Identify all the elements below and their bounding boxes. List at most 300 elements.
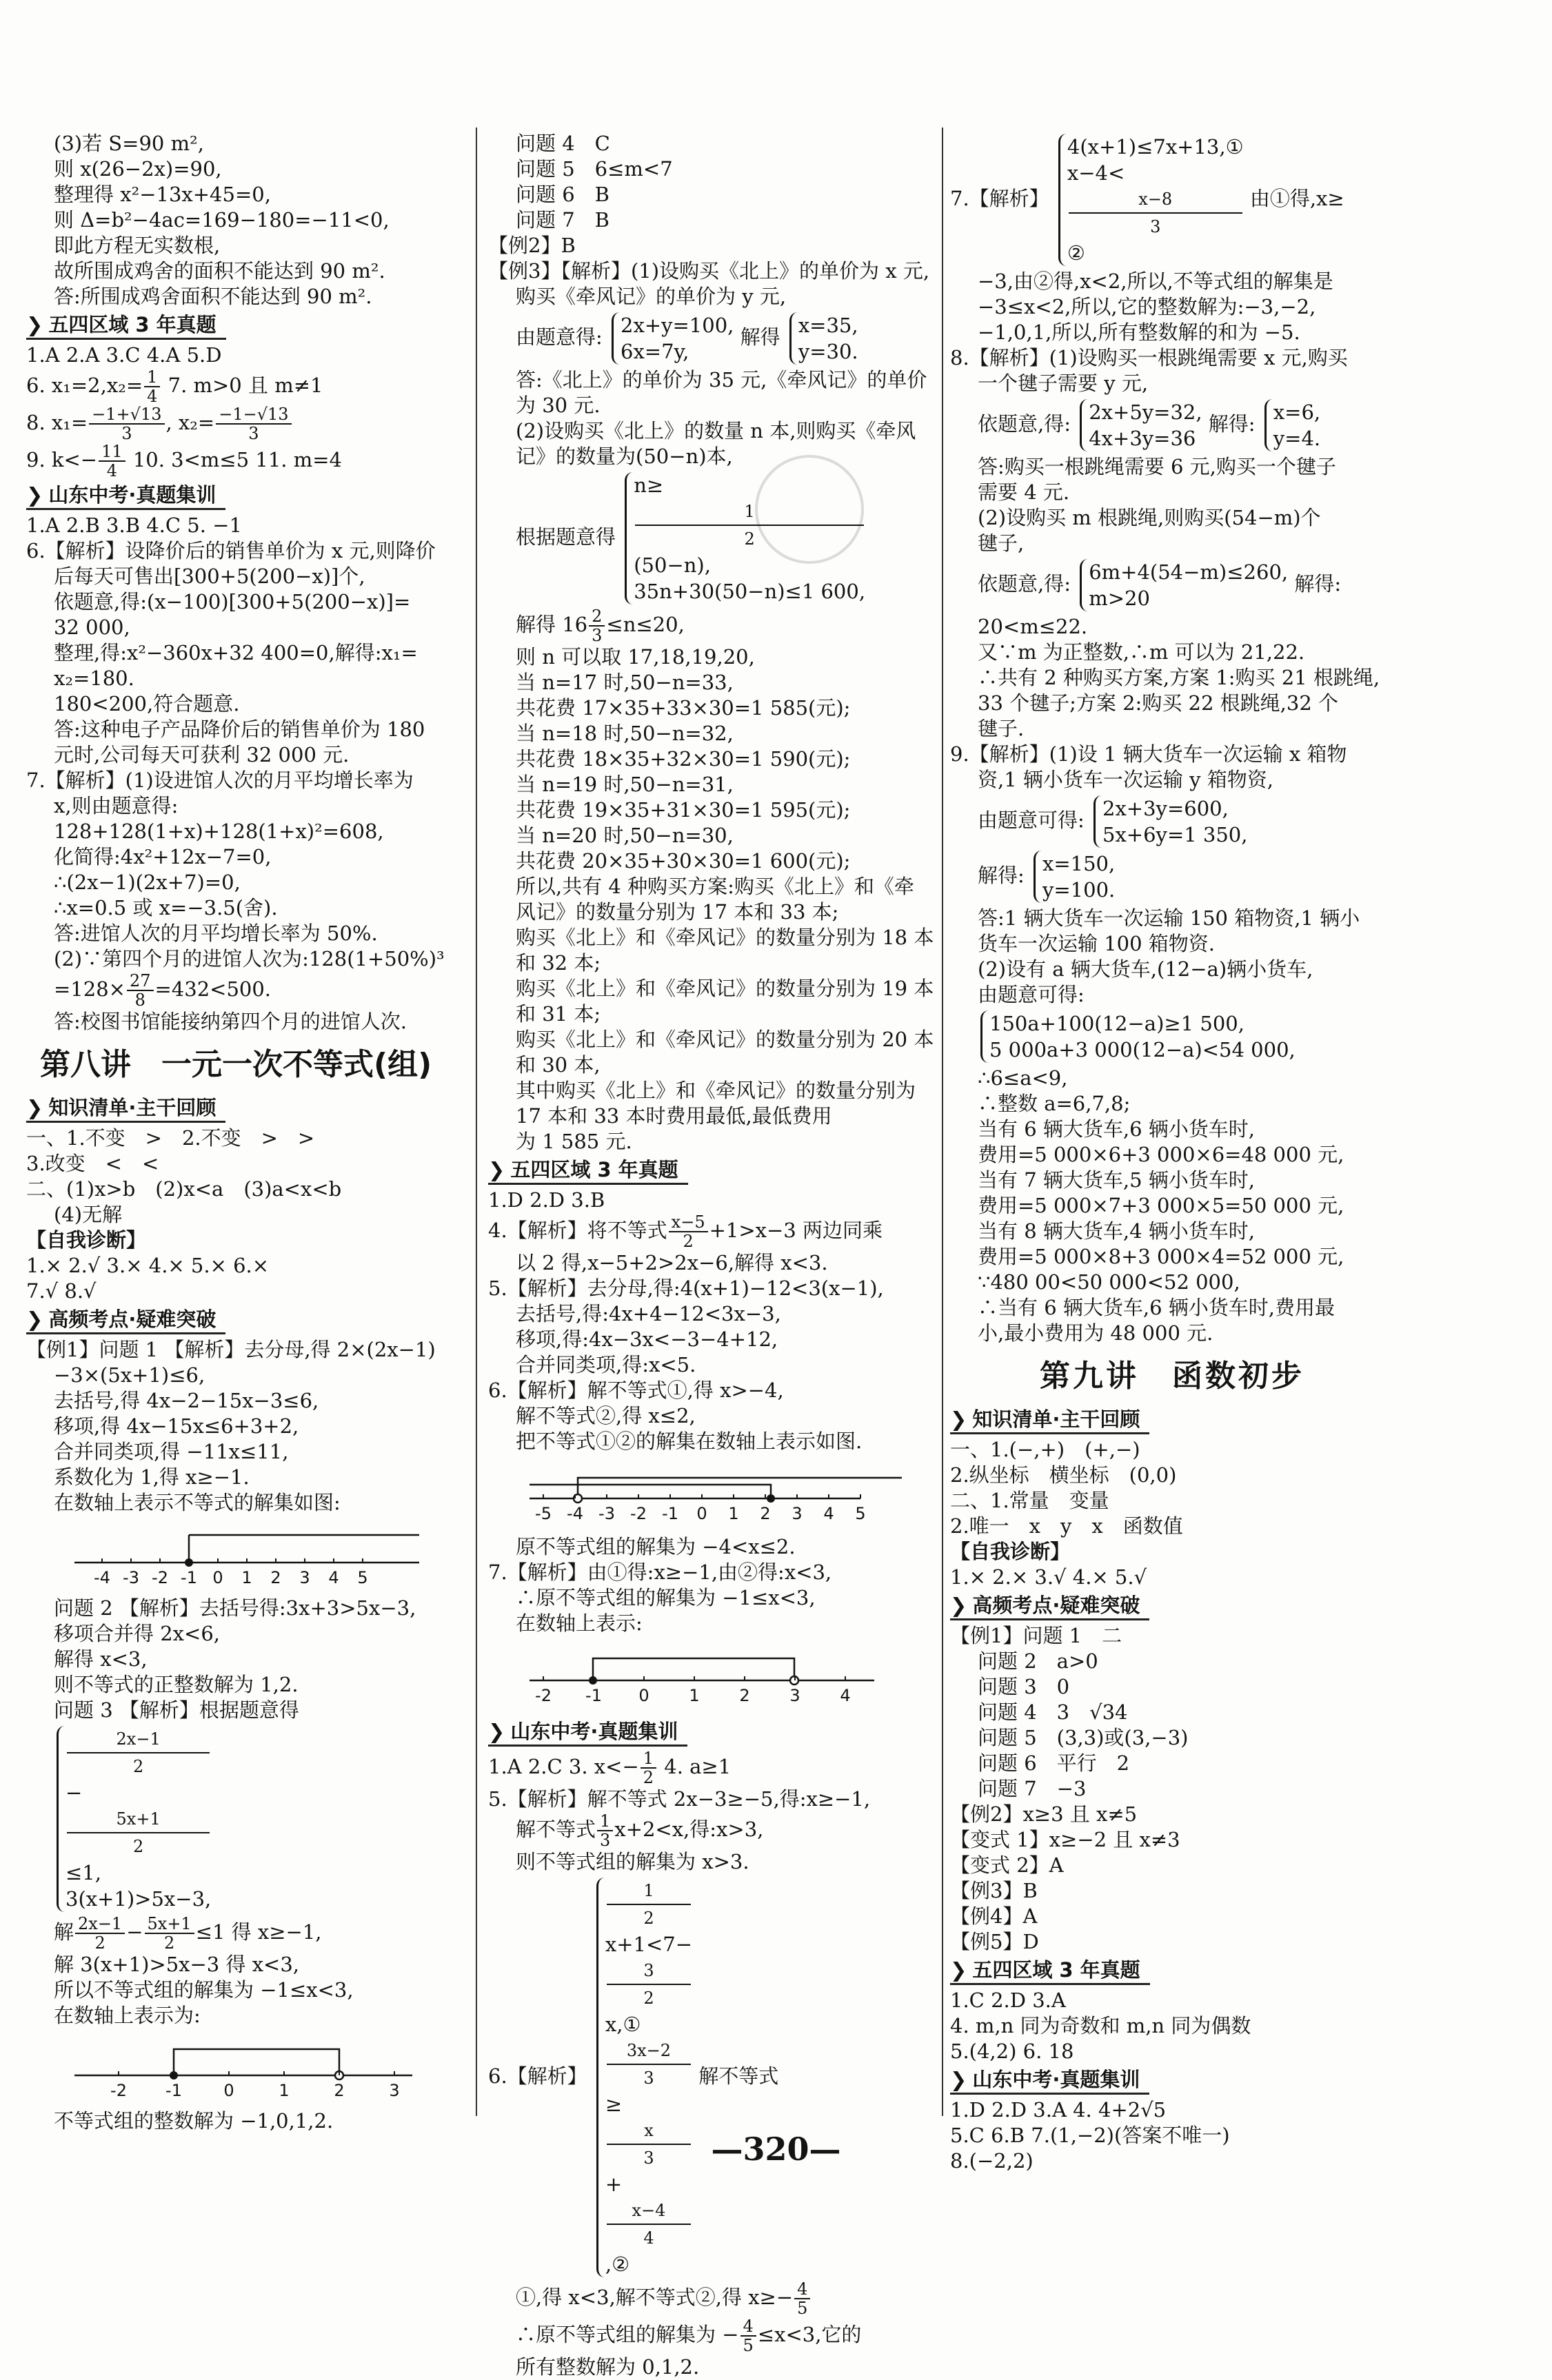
text-line: 在数轴上表示: xyxy=(516,1611,643,1635)
text-line: 移项,得 4x−15x≤6+3+2, xyxy=(54,1414,299,1438)
numerator: 3 xyxy=(607,1957,691,1985)
tick-label: 0 xyxy=(696,1504,707,1523)
column-divider-2 xyxy=(942,128,943,2116)
answer-line: 二、1.常量 变量 xyxy=(950,1489,1109,1512)
numerator: 27 xyxy=(127,972,154,991)
answer-line: 【变式 2】A xyxy=(950,1853,1064,1877)
tick-label: 0 xyxy=(212,1568,223,1587)
text-line: 则不等式组的解集为 x>3. xyxy=(516,1850,749,1873)
equation-line xyxy=(488,312,938,365)
system-brace xyxy=(57,1726,211,1912)
text-line: ∴x=0.5 或 x=−3.5(舍). xyxy=(54,896,278,919)
text-line: 费用=5 000×7+3 000×5=50 000 元, xyxy=(978,1194,1344,1217)
answer-line: 【例3】B xyxy=(950,1879,1038,1902)
tick-label: 3 xyxy=(299,1568,310,1587)
text-line: 整理,得:x²−360x+32 400=0,解得:x₁= xyxy=(54,641,418,664)
solution-bracket-2 xyxy=(530,1485,771,1498)
numerator: 1 xyxy=(144,368,160,387)
text: 由题意可得: xyxy=(978,808,1085,832)
denominator: 2 xyxy=(132,1837,144,1856)
text-line: 整理得 x²−13x+45=0, xyxy=(54,183,271,206)
text-line: 移项合并得 2x<6, xyxy=(54,1622,220,1645)
text-line: ∴原不等式组的解集为 −1≤x<3, xyxy=(516,1586,816,1609)
text-line: 则 Δ=b²−4ac=169−180=−11<0, xyxy=(54,208,390,232)
answer-line: 问题 7 −3 xyxy=(978,1777,1087,1800)
text-line: ∴6≤a<9, xyxy=(978,1066,1068,1090)
tick-label: -5 xyxy=(535,1504,552,1523)
text-line: 解得 x<3, xyxy=(54,1647,148,1671)
system-line: x=6, xyxy=(1273,400,1321,424)
fraction xyxy=(607,1878,691,1931)
system-line: x=35, xyxy=(798,314,858,337)
fraction xyxy=(144,368,160,405)
fraction xyxy=(635,498,864,552)
chevron-icon: ❯ xyxy=(26,1308,43,1331)
text-line: 所有整数解为 0,1,2. xyxy=(516,2355,700,2379)
system-line: 2x+3y=600, xyxy=(1102,797,1229,820)
tick-label: -1 xyxy=(585,1686,602,1705)
text-line: 又∵m 为正整数,∴m 可以为 21,22. xyxy=(978,640,1305,664)
numerator: 11 xyxy=(99,443,125,462)
tick-label: -3 xyxy=(598,1504,615,1523)
system-brace xyxy=(1034,851,1115,903)
column-2 xyxy=(488,131,938,2380)
text: x−4< xyxy=(1067,161,1125,185)
answer-line: 问题 4 3 √34 xyxy=(978,1700,1128,1724)
system-line xyxy=(605,1878,692,2037)
text-line xyxy=(488,1213,938,1250)
text: x+1<7− xyxy=(605,1933,693,1956)
section-heading-gaopin xyxy=(950,1593,1149,1620)
text: 解不等式 xyxy=(516,1818,596,1841)
text-line: 在数轴上表示为: xyxy=(54,2004,201,2027)
tick-label: -4 xyxy=(567,1504,583,1523)
text-line: 则 x(26−2x)=90, xyxy=(54,157,222,181)
text-line: 风记》的数量分别为 17 本和 33 本; xyxy=(516,900,839,924)
text: 1.A 2.C 3. x<− xyxy=(488,1755,639,1778)
text-line: 答:《北上》的单价为 35 元,《牵风记》的单价 xyxy=(516,368,927,391)
tick-label: 4 xyxy=(328,1568,339,1587)
fraction xyxy=(127,972,154,1009)
number-line-2 xyxy=(488,1460,938,1529)
answer-line: 【例4】A xyxy=(950,1904,1038,1928)
fraction xyxy=(607,1957,691,2011)
text-line: 毽子, xyxy=(978,531,1025,555)
text-line: 共花费 18×35+32×30=1 590(元); xyxy=(516,747,851,771)
text-line: 费用=5 000×6+3 000×6=48 000 元, xyxy=(978,1143,1344,1166)
text-line: 其中购买《北上》和《牵风记》的数量分别为 xyxy=(516,1079,916,1102)
section-title: 高频考点·疑难突破 xyxy=(48,1308,216,1331)
denominator: 2 xyxy=(94,1933,105,1952)
system-brace xyxy=(1094,795,1247,848)
text-line: 解 $\frac{2x-1}{2}$ − $\frac{5x+1}{2}$ ≤1 得 x≥−1, xyxy=(54,1915,322,1952)
answer-line: 1.A 2.A 3.C 4.A 5.D xyxy=(26,343,222,367)
answer-line: 1.C 2.D 3.A xyxy=(950,1989,1066,2012)
denominator: 3 xyxy=(1150,217,1161,236)
tick-label: 2 xyxy=(270,1568,281,1587)
section-heading-shandong xyxy=(488,1719,687,1747)
text-line: ∴(2x−1)(2x+7)=0, xyxy=(54,871,241,894)
section-heading-shandong xyxy=(26,482,225,510)
section-heading-wusi xyxy=(488,1157,688,1185)
denominator: 2 xyxy=(683,1232,694,1250)
text-line: 20<m≤22. xyxy=(978,615,1088,638)
tick-label: 5 xyxy=(357,1568,368,1587)
answer-line: 2.唯一 x y x 函数值 xyxy=(950,1514,1183,1538)
text-line xyxy=(488,607,938,644)
system-line: 150a+100(12−a)≥1 500, xyxy=(989,1012,1244,1035)
text: ①,得 x<3,解不等式②,得 x≥− xyxy=(516,2286,794,2309)
text-line: 为 1 585 元. xyxy=(516,1130,632,1153)
answer-line: 5.(4,2) 6. 18 xyxy=(950,2040,1074,2063)
text-line: ∵480 00<50 000<52 000, xyxy=(978,1270,1240,1294)
text-line: 货车一次运输 100 箱物资. xyxy=(978,932,1216,955)
denominator: 5 xyxy=(797,2299,808,2317)
numerator: −1+√13 xyxy=(89,405,164,425)
fraction xyxy=(607,2197,691,2251)
text: ≥ xyxy=(605,2093,623,2116)
text-line: 共花费 20×35+30×30=1 600(元); xyxy=(516,849,851,873)
text: 由题意得: xyxy=(516,325,603,349)
text: 8. x₁= xyxy=(26,411,88,434)
fraction xyxy=(216,405,291,443)
text-line: 系数化为 1,得 x≥−1. xyxy=(54,1465,250,1489)
section-heading-zhishi xyxy=(950,1407,1149,1434)
system-brace xyxy=(625,472,865,604)
tick-label: -1 xyxy=(662,1504,678,1523)
text-line: (2)设有 a 辆大货车,(12−a)辆小货车, xyxy=(978,957,1313,981)
tick-label: -1 xyxy=(181,1568,197,1587)
answer-line: 问题 4 C xyxy=(516,132,610,155)
text-line: 元时,公司每天可获利 32 000 元. xyxy=(54,743,350,766)
fraction xyxy=(669,1213,708,1250)
text-line: 化简得:4x²+12x−7=0, xyxy=(54,845,272,868)
fraction xyxy=(607,2037,691,2091)
system-line: y=30. xyxy=(798,340,858,363)
tick-label: -2 xyxy=(630,1504,647,1523)
answer-line: 1.D 2.D 3.A 4. 4+2√5 xyxy=(950,2098,1167,2122)
system-brace xyxy=(789,312,858,365)
text-line xyxy=(488,2317,938,2354)
fraction xyxy=(740,2317,756,2354)
text: 由①得,x≥ xyxy=(1249,187,1344,210)
fraction xyxy=(75,1915,125,1952)
section-title: 五四区域 3 年真题 xyxy=(48,313,216,336)
answer-line: 5.C 6.B 7.(1,−2)(答案不唯一) xyxy=(950,2124,1230,2147)
denominator: 2 xyxy=(643,1989,654,2008)
text-line: 购买《牵风记》的单价为 y 元, xyxy=(516,285,787,308)
chapter-title-9: 第九讲 函数初步 xyxy=(1040,1359,1304,1394)
answer-line: 问题 2 a>0 xyxy=(978,1649,1098,1673)
text-line: 33 个毽子;方案 2:购买 22 根跳绳,32 个 xyxy=(978,691,1339,715)
text-line xyxy=(488,2280,938,2317)
system-line: 2x−1 2 − 5x+1 2 ≤1, xyxy=(65,1726,211,1886)
system-brace xyxy=(1058,134,1244,266)
answer-line: 【例5】D xyxy=(950,1930,1039,1953)
denominator: 3 xyxy=(643,2068,654,2088)
text: ≤1, xyxy=(65,1861,101,1884)
system-line: 5x+6y=1 350, xyxy=(1102,823,1248,846)
answer-line: 1.× 2.√ 3.× 4.× 5.× 6.× xyxy=(26,1254,270,1277)
text-line: 所以,共有 4 种购买方案:购买《北上》和《牵 xyxy=(516,875,914,898)
number-line-1 xyxy=(26,1521,467,1590)
text: x+2<x,得:x>3, xyxy=(614,1818,764,1841)
text-line: 不等式组的整数解为 −1,0,1,2. xyxy=(54,2109,334,2133)
fraction xyxy=(99,443,125,480)
text-line: x₂=180. xyxy=(54,667,134,690)
number-line-1-svg xyxy=(26,1521,440,1590)
numerator: 5x+1 xyxy=(67,1806,210,1833)
text-line: 购买《北上》和《牵风记》的数量分别为 18 本 xyxy=(516,926,934,949)
answer-line xyxy=(26,405,467,443)
text-line: ∴共有 2 种购买方案,方案 1:购买 21 根跳绳, xyxy=(978,666,1380,689)
text: ∴原不等式组的解集为 − xyxy=(516,2323,739,2346)
text-line xyxy=(26,972,467,1009)
answer-line: 2.纵坐标 横坐标 (0,0) xyxy=(950,1463,1177,1487)
system-brace xyxy=(980,1010,1296,1063)
tick-label: 4 xyxy=(840,1686,851,1705)
text-line: x,则由题意得: xyxy=(54,794,179,817)
number-line-3-svg xyxy=(488,1642,916,1711)
text-line: 7.【解析】(1)设进馆人次的月平均增长率为 xyxy=(26,769,414,792)
numerator: x−8 xyxy=(1069,186,1242,214)
text-line: 答:所围成鸡舍面积不能达到 90 m². xyxy=(54,285,372,308)
fraction xyxy=(641,1749,656,1787)
text: ② xyxy=(1067,241,1085,265)
text-line: (2)设购买《北上》的数量 n 本,则购买《牵风 xyxy=(516,419,916,443)
answer-line: 问题 7 B xyxy=(516,208,609,232)
equation-line xyxy=(488,472,938,604)
text: 4.【解析】将不等式 xyxy=(488,1219,667,1242)
section-title: 知识清单·主干回顾 xyxy=(48,1096,216,1119)
answer-line: 1.A 2.B 3.B 4.C 5. −1 xyxy=(26,513,242,537)
answer-line: 一、1.(−,+) (+,−) xyxy=(950,1438,1140,1461)
equation-line xyxy=(950,1010,1398,1063)
text-line: (2)∵第四个月的进馆人次为:128(1+50%)³ xyxy=(54,947,445,970)
text-line: 共花费 17×35+33×30=1 585(元); xyxy=(516,696,851,720)
text-line: 答:进馆人次的月平均增长率为 50%. xyxy=(54,922,378,945)
text-line: 去括号,得 4x−2−15x−3≤6, xyxy=(54,1389,319,1412)
tick-label: 1 xyxy=(279,2081,290,2100)
denominator: 2 xyxy=(744,529,755,549)
text-line: 在数轴上表示不等式的解集如图: xyxy=(54,1491,341,1514)
text: , x₂= xyxy=(165,411,215,434)
fraction xyxy=(67,1806,210,1860)
text: 9. k<− xyxy=(26,448,98,471)
equation-line xyxy=(950,134,1398,266)
section-title: 山东中考·真题集训 xyxy=(48,483,216,507)
text-line: 8.【解析】(1)设购买一根跳绳需要 x 元,购买 xyxy=(950,346,1348,369)
denominator: 2 xyxy=(132,1757,144,1776)
text-line: −1,0,1,所以,所有整数解的和为 −5. xyxy=(978,321,1300,344)
text-line: ∴当有 6 辆大货车,6 辆小货车时,费用最 xyxy=(978,1296,1335,1319)
denominator: 3 xyxy=(600,1831,611,1849)
numerator: 1 xyxy=(607,1878,691,1905)
solution-bracket xyxy=(174,2049,339,2075)
text-line: 购买《北上》和《牵风记》的数量分别为 19 本 xyxy=(516,977,934,1000)
number-line-4-svg xyxy=(26,2034,440,2103)
section-heading-wusi xyxy=(26,312,226,340)
numerator: 4 xyxy=(740,2317,756,2337)
closed-point xyxy=(767,1494,775,1503)
fraction xyxy=(89,405,164,443)
numerator: x xyxy=(607,2117,691,2145)
text-line: −3≤x<2,所以,它的整数解为:−3,−2, xyxy=(978,295,1316,318)
chevron-icon: ❯ xyxy=(26,313,43,336)
text-line: 购买《北上》和《牵风记》的数量分别为 20 本 xyxy=(516,1028,934,1051)
answer-line: 【例2】B xyxy=(488,234,576,257)
system-line: x=150, xyxy=(1042,852,1116,875)
text-line: 需要 4 元. xyxy=(978,480,1070,504)
text-line: 则 n 可以取 17,18,19,20, xyxy=(516,645,755,669)
text-line: 合并同类项,得:x<5. xyxy=(516,1353,696,1376)
system-brace xyxy=(1080,399,1202,451)
text: 7. m>0 且 m≠1 xyxy=(161,374,323,397)
text-line: 把不等式①②的解集在数轴上表示如图. xyxy=(516,1430,863,1453)
tick-label: 3 xyxy=(789,1686,800,1705)
system-line xyxy=(634,472,865,578)
chevron-icon: ❯ xyxy=(26,1096,43,1119)
text: 10. 3<m≤5 11. m=4 xyxy=(126,448,342,471)
system-line: 35n+30(50−n)≤1 600, xyxy=(634,580,866,603)
text-line: 当 n=19 时,50−n=31, xyxy=(516,773,734,796)
text-line: 问题 2 【解析】去括号得:3x+3>5x−3, xyxy=(54,1596,416,1620)
text-line: 记》的数量为(50−n)本, xyxy=(516,445,733,468)
text-line: −3,由②得,x<2,所以,不等式组的解集是 xyxy=(978,269,1333,293)
fraction xyxy=(67,1726,210,1780)
text-line: 则不等式的正整数解为 1,2. xyxy=(54,1673,299,1696)
numerator: 5x+1 xyxy=(145,1915,194,1934)
tick-label: -4 xyxy=(94,1568,110,1587)
tick-label: 2 xyxy=(739,1686,750,1705)
text-line xyxy=(488,1812,938,1849)
answer-line: 问题 6 B xyxy=(516,183,609,206)
fraction xyxy=(794,2280,810,2317)
text: (50−n), xyxy=(634,553,711,577)
tick-label: -2 xyxy=(110,2081,127,2100)
tick-label: -1 xyxy=(165,2081,182,2100)
section-title: 五四区域 3 年真题 xyxy=(972,1958,1140,1982)
system-line: 2x+5y=32, xyxy=(1089,400,1202,424)
answer-line xyxy=(26,443,467,480)
text: ≤x<3,它的 xyxy=(757,2323,862,2346)
text-line: 费用=5 000×8+3 000×4=52 000 元, xyxy=(978,1245,1344,1268)
tick-label: 2 xyxy=(760,1504,771,1523)
text-line: 去括号,得:4x+4−12<3x−3, xyxy=(516,1302,781,1325)
text-line: 由题意可得: xyxy=(978,983,1085,1006)
section-title: 五四区域 3 年真题 xyxy=(510,1158,678,1181)
text-line: 小,最小费用为 48 000 元. xyxy=(978,1321,1213,1345)
system-line: 4(x+1)≤7x+13,① xyxy=(1067,135,1244,159)
tick-label: -2 xyxy=(535,1686,552,1705)
section-title: 山东中考·真题集训 xyxy=(972,2068,1140,2091)
text-line: 答:1 辆大货车一次运输 150 箱物资,1 辆小 xyxy=(978,906,1360,930)
text-line: 17 本和 33 本时费用最低,最低费用 xyxy=(516,1104,832,1128)
tick-label: 1 xyxy=(241,1568,252,1587)
answer-line xyxy=(488,1749,938,1787)
numerator: 1 xyxy=(597,1812,613,1831)
inequality-system xyxy=(26,1726,467,1912)
section-title: 山东中考·真题集训 xyxy=(510,1720,678,1743)
numerator: 1 xyxy=(641,1749,656,1769)
section-title: 高频考点·疑难突破 xyxy=(972,1594,1140,1617)
answer-line: 8.(−2,2) xyxy=(950,2149,1034,2173)
text: 7.【解析】 xyxy=(950,187,1049,210)
number-line-2-svg xyxy=(488,1460,916,1529)
system-line: 5 000a+3 000(12−a)<54 000, xyxy=(989,1038,1296,1061)
system-line: 6x=7y, xyxy=(621,340,689,363)
text: 解 xyxy=(54,1920,74,1944)
text: + xyxy=(605,2173,623,2196)
denominator: 8 xyxy=(134,990,145,1009)
numerator: 2x−1 xyxy=(75,1915,125,1934)
denominator: 3 xyxy=(592,626,603,644)
text-line: 7.【解析】由①得:x≥−1,由②得:x<3, xyxy=(488,1560,832,1584)
equation-line xyxy=(488,1878,938,2277)
denominator: 3 xyxy=(121,424,132,443)
column-1 xyxy=(26,131,467,2134)
answer-line: 7.√ 8.√ xyxy=(26,1279,97,1303)
section-heading-zhishi xyxy=(26,1095,225,1123)
system-brace xyxy=(1080,559,1288,611)
text-line: 6.【解析】解不等式①,得 x>−4, xyxy=(488,1379,784,1402)
tick-label: 3 xyxy=(792,1504,803,1523)
text-line: 5.【解析】解不等式 2x−3≥−5,得:x≥−1, xyxy=(488,1787,871,1811)
system-line: 4x+3y=36 xyxy=(1089,427,1196,450)
text-line: 和 31 本; xyxy=(516,1002,601,1026)
text-line: 5.【解析】去分母,得:4(x+1)−12<3(x−1), xyxy=(488,1277,884,1300)
text-line: 当 n=20 时,50−n=30, xyxy=(516,824,734,847)
text-line: 9.【解析】(1)设 1 辆大货车一次运输 x 箱物 xyxy=(950,742,1347,766)
answer-line: 【例1】问题 1 二 xyxy=(950,1624,1122,1647)
text: 6.【解析】 xyxy=(488,2064,587,2088)
text-line: 移项,得:4x−3x<−3−4+12, xyxy=(516,1328,778,1351)
denominator: 2 xyxy=(643,1909,654,1928)
text-line: 依题意,得:(x−100)[300+5(200−x)]= xyxy=(54,590,411,613)
answer-line: 【例2】x≥3 且 x≠5 xyxy=(950,1802,1138,1826)
text-line: 当有 6 辆大货车,6 辆小货车时, xyxy=(978,1117,1255,1141)
denominator: 5 xyxy=(743,2336,754,2354)
text-line: 为 30 元. xyxy=(516,394,601,417)
fraction xyxy=(145,1915,194,1952)
text-line: 当 n=18 时,50−n=32, xyxy=(516,722,734,745)
system-brace xyxy=(1264,399,1320,451)
text-line: 合并同类项,得 −11x≤11, xyxy=(54,1440,289,1463)
numerator: x−4 xyxy=(607,2197,691,2225)
text-line: 后每天可售出[300+5(200−x)]个, xyxy=(54,565,365,588)
text-line: 资,1 辆小货车一次运输 y 箱物资, xyxy=(978,768,1273,791)
text-line: 毽子. xyxy=(978,717,1025,740)
text-line: 和 30 本, xyxy=(516,1053,601,1077)
text: ≤n≤20, xyxy=(606,613,685,636)
tick-label: 1 xyxy=(728,1504,739,1523)
chevron-icon: ❯ xyxy=(488,1158,505,1181)
tick-label: 3 xyxy=(389,2081,400,2100)
text-line: 解不等式②,得 x≤2, xyxy=(516,1404,696,1427)
system-brace xyxy=(596,1878,692,2277)
denominator: 4 xyxy=(147,387,158,405)
text-line: 一个毽子需要 y 元, xyxy=(978,372,1149,395)
text-line: 当有 7 辆大货车,5 辆小货车时, xyxy=(978,1168,1255,1192)
tick-label: 1 xyxy=(689,1686,700,1705)
chapter-title-8: 第八讲 一元一次不等式(组) xyxy=(40,1047,432,1082)
tick-label: 4 xyxy=(823,1504,834,1523)
answer-line: 一、1.不变 > 2.不变 > > xyxy=(26,1126,315,1150)
text-line: 答:购买一根跳绳需要 6 元,购买一个毽子 xyxy=(978,455,1336,478)
text: 依题意,得: xyxy=(978,412,1071,436)
answer-line: 1.× 2.× 3.√ 4.× 5.√ xyxy=(950,1565,1147,1589)
column-divider-1 xyxy=(476,128,477,2116)
